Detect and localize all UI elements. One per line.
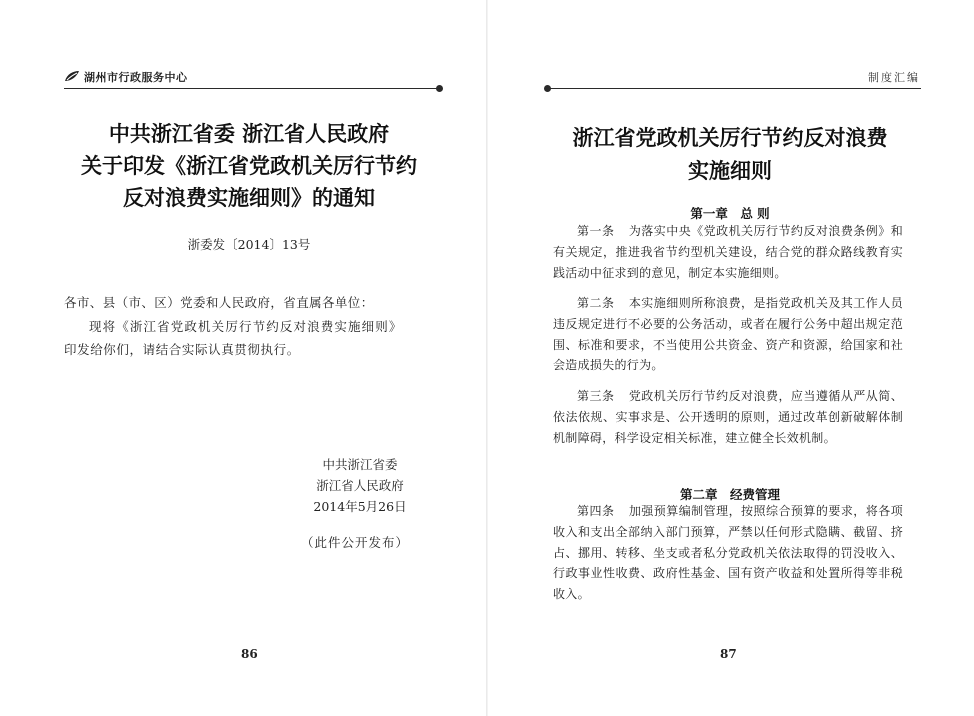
notice-title-line-3: 反对浪费实施细则》的通知 bbox=[123, 185, 375, 210]
header-rule-left bbox=[64, 88, 438, 89]
signoff-date: 2014年5月26日 bbox=[313, 499, 407, 514]
article-label: 第一条 bbox=[577, 224, 615, 238]
signoff-block bbox=[300, 454, 420, 517]
article-text: 加强预算编制管理，按照综合预算的要求，将各项收入和支出全部纳入部门预算，严禁以任何形式隐瞒、截留、挤占、挪用、转移、坐支或者私分党政机关依法取得的罚没收入、行政事业性收费、政府性基金、国有资产收益和处置所得等非税收入。 bbox=[553, 504, 903, 602]
right-page bbox=[487, 0, 974, 716]
rules-title bbox=[541, 121, 919, 187]
signoff-line-1: 中共浙江省委 bbox=[322, 457, 398, 472]
page-number-right: 87 bbox=[720, 647, 737, 661]
running-header-right: 制度汇编 bbox=[868, 71, 920, 84]
article-4 bbox=[553, 501, 903, 605]
article-3 bbox=[553, 386, 903, 448]
notice-title bbox=[60, 118, 438, 214]
chapter-heading-1: 第一章 总 则 bbox=[690, 206, 770, 221]
page-number-left: 86 bbox=[241, 647, 258, 661]
header-rule-right bbox=[547, 88, 921, 89]
header-rule-dot-left bbox=[436, 85, 443, 92]
rules-title-line-1: 浙江省党政机关厉行节约反对浪费 bbox=[572, 125, 888, 150]
article-label: 第四条 bbox=[577, 504, 615, 518]
article-text: 本实施细则所称浪费，是指党政机关及其工作人员违反规定进行不必要的公务活动，或者在履行公务中超出规定范围、标准和要求，不当使用公共资金、资产和资源，给国家和社会造成损失的行为。 bbox=[553, 296, 903, 373]
notice-title-line-2: 关于印发《浙江省党政机关厉行节约 bbox=[81, 153, 417, 178]
publish-note: （此件公开发布） bbox=[300, 535, 409, 550]
article-label: 第二条 bbox=[577, 296, 615, 310]
signoff-line-2: 浙江省人民政府 bbox=[316, 478, 404, 493]
running-header-left: 湖州市行政服务中心 bbox=[84, 71, 188, 84]
notice-body: 现将《浙江省党政机关厉行节约反对浪费实施细则》印发给你们，请结合实际认真贯彻执行。 bbox=[64, 319, 402, 357]
article-1 bbox=[553, 221, 903, 283]
chapter-heading-2: 第二章 经费管理 bbox=[679, 487, 780, 502]
rules-title-line-2: 实施细则 bbox=[688, 158, 772, 183]
document-number: 浙委发〔2014〕13号 bbox=[187, 237, 311, 252]
article-text: 为落实中央《党政机关厉行节约反对浪费条例》和有关规定，推进我省节约型机关建设，结合党的群众路线教育实践活动中征求到的意见，制定本实施细则。 bbox=[553, 224, 903, 280]
article-2 bbox=[553, 293, 903, 376]
leaf-logo-icon bbox=[64, 70, 80, 83]
addressee: 各市、县（市、区）党委和人民政府，省直属各单位： bbox=[64, 295, 374, 310]
article-label: 第三条 bbox=[577, 389, 615, 403]
notice-title-line-1: 中共浙江省委 浙江省人民政府 bbox=[108, 121, 390, 146]
article-text: 党政机关厉行节约反对浪费，应当遵循从严从简、依法依规、实事求是、公开透明的原则，通过改革创新破解体制机制障碍，科学设定相关标准，建立健全长效机制。 bbox=[553, 389, 903, 445]
